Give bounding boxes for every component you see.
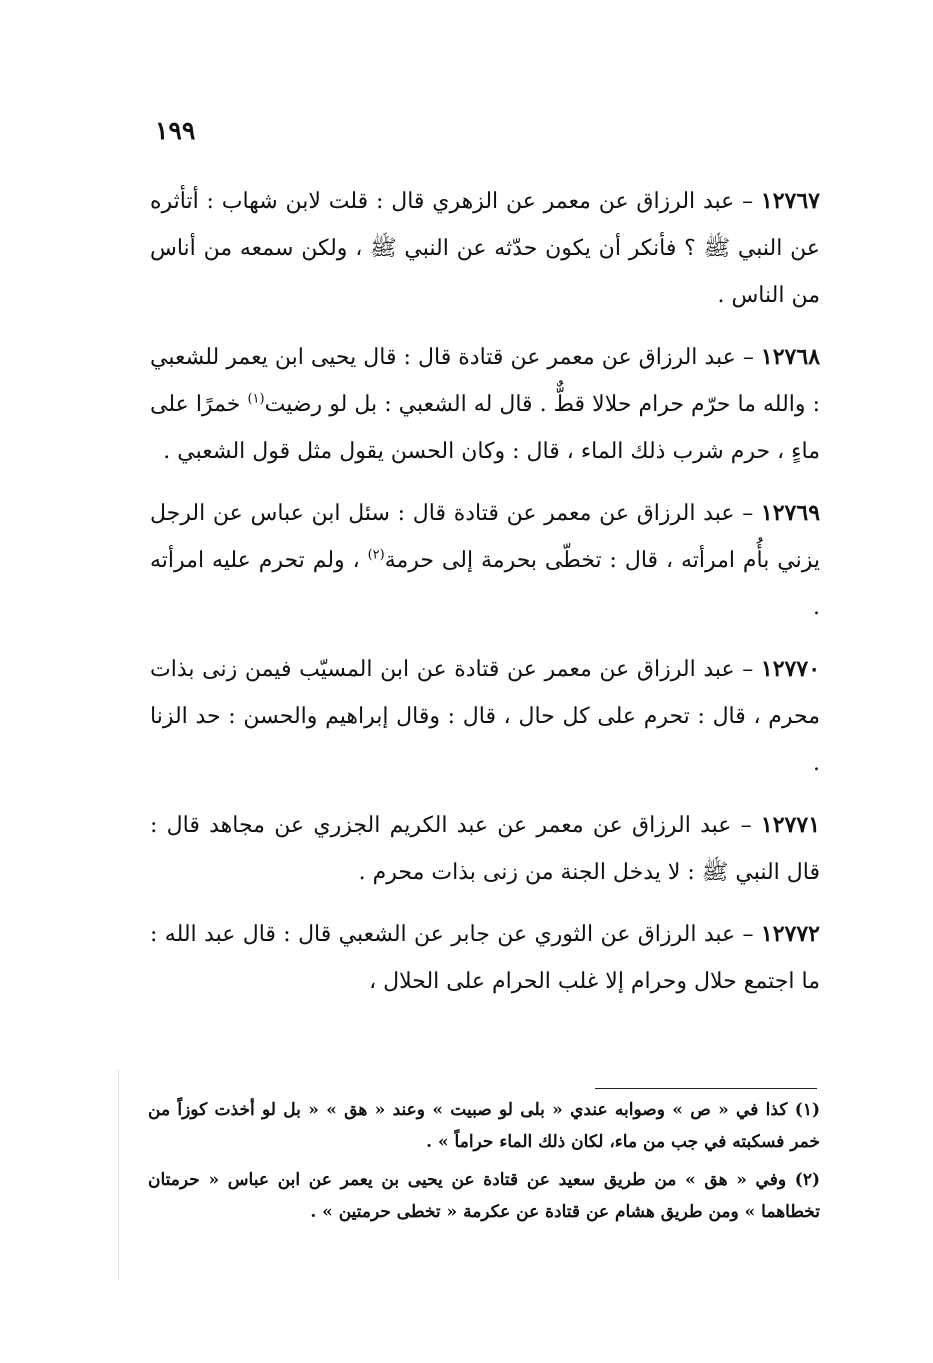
hadith-text: عبد الرزاق عن معمر عن قتادة قال : سئل ابن عباس عن الرجل يزني بأُم امرأته ، قال : تخطّى بحرمة إلى حرمة (150, 501, 820, 573)
hadith-number: ١٢٧٧٢ (760, 921, 820, 947)
hadith-text: عبد الرزاق عن الثوري عن جابر عن الشعبي قال : قال عبد الله : ما اجتمع حلال وحرام إلا غلب الحرام على الحلال ، (150, 922, 820, 994)
hadith-text: عبد الرزاق عن معمر عن قتادة قال : قال يحيى ابن يعمر للشعبي : والله ما حرّم حرام حلالا قطٌّ . قال له الشعبي : بل لو رضيت (150, 345, 820, 417)
hadith-12770 (150, 646, 820, 787)
hadith-12769 (150, 490, 820, 631)
hadith-12771 (150, 802, 820, 896)
footnotes (148, 1094, 820, 1234)
separator: – (742, 345, 754, 370)
page-number: ١٩٩ (155, 116, 196, 145)
hadith-text: عبد الرزاق عن معمر عن عبد الكريم الجزري عن مجاهد قال : قال النبي ﷺ : لا يدخل الجنة من زنى بذات محرم . (150, 813, 820, 885)
hadith-number: ١٢٧٧٠ (760, 656, 821, 682)
hadith-number: ١٢٧٦٧ (760, 188, 820, 214)
footnote-mark: (٢) (794, 1170, 821, 1190)
footnote-ref[interactable]: (١) (247, 391, 265, 407)
footnote-ref[interactable]: (٢) (367, 547, 385, 563)
footnote-mark: (١) (794, 1100, 821, 1120)
hadith-number: ١٢٧٦٨ (760, 344, 821, 370)
hadith-text: عبد الرزاق عن معمر عن الزهري قال : قلت لابن شهاب : أتأثره عن النبي ﷺ ؟ فأنكر أن يكون حدّثه عن النبي ﷺ ، ولكن سمعه من أناس من الناس . (150, 189, 820, 308)
footnote-divider (595, 1088, 817, 1089)
scan-margin-line (118, 1070, 119, 1280)
separator: – (740, 813, 752, 838)
hadith-text: ، ولم تحرم عليه امرأته . (150, 548, 820, 620)
hadith-12768 (150, 334, 820, 475)
hadith-number: ١٢٧٧١ (760, 812, 821, 838)
hadith-12767 (150, 178, 820, 319)
separator: – (742, 657, 754, 682)
separator: – (742, 501, 754, 526)
footnote-text: كذا في « ص » وصوابه عندي « بلى لو صبيت » وعند « هق » « بل لو أخذت كوزاً من خمر فسكبته في جب من ماء، لكان ذلك الماء حراماً » . (148, 1100, 820, 1152)
footnote-1 (148, 1094, 820, 1158)
hadith-text: عبد الرزاق عن معمر عن قتادة عن ابن المسيّب فيمن زنى بذات محرم ، قال : تحرم على كل حال ، قال : وقال إبراهيم والحسن : حد الزنا . (150, 657, 820, 776)
hadith-number: ١٢٧٦٩ (760, 500, 821, 526)
hadith-text: خمرًا على ماءٍ ، حرم شرب ذلك الماء ، قال : وكان الحسن يقول مثل قول الشعبي . (150, 392, 820, 464)
footnote-text: وفي « هق » من طريق سعيد عن قتادة عن يحيى بن يعمر عن ابن عباس « حرمتان تخطاهما » ومن طريق هشام عن قتادة عن عكرمة « تخطى حرمتين » . (148, 1170, 820, 1222)
hadith-12772 (150, 911, 820, 1005)
footnote-2 (148, 1164, 820, 1228)
separator: – (742, 189, 754, 214)
main-text (150, 178, 820, 1020)
separator: – (742, 922, 754, 947)
